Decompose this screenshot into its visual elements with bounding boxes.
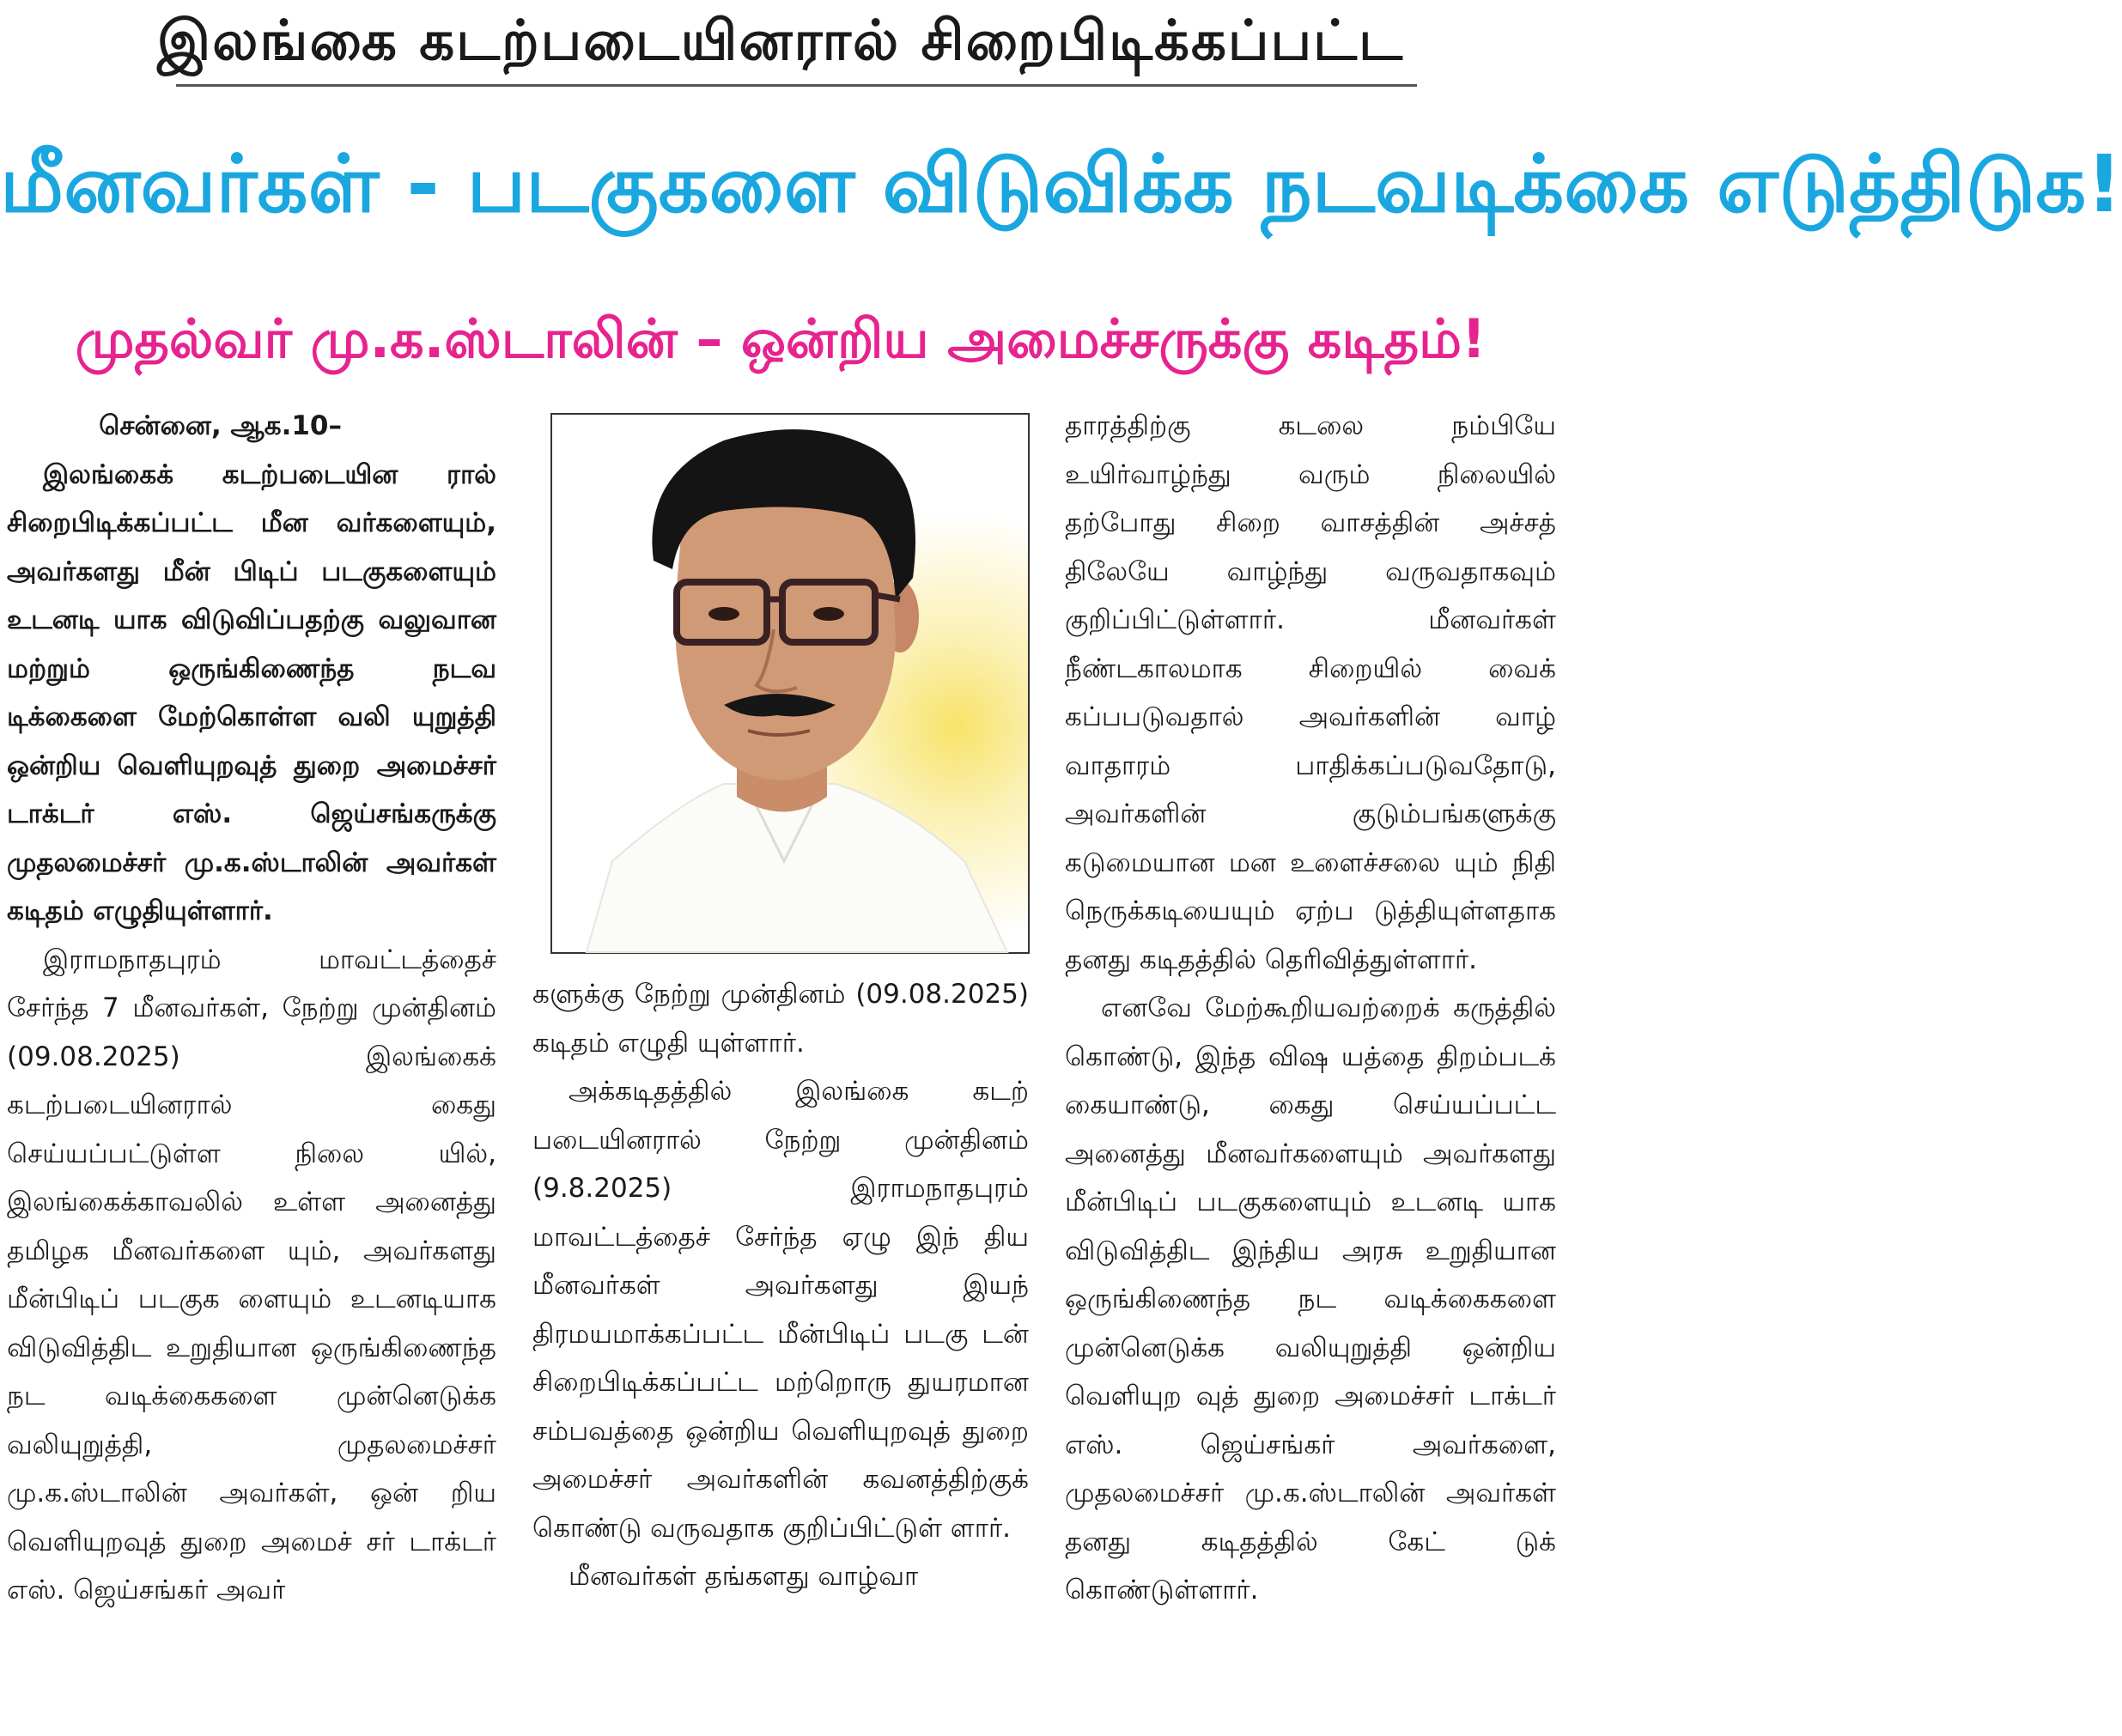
article-column-3: [1065, 402, 1556, 1736]
article-paragraph-3-continued: தாரத்திற்கு கடலை நம்பியே உயிர்வாழ்ந்து வரும் நிலையில் தற்போது சிறை வாசத்தின் அச்சத் திலேயே வாழ்ந்து வருவதாகவும் குறிப்பிட்டுள்ளார். மீனவர்கள் நீண்டகாலமாக சிறையில் வைக் கப்பபடுவதால் அவர்களின் வாழ் வாதாரம் பாதிக்கப்படுவதோடு, அவர்களின் குடும்பங்களுக்கு கடுமையான மன உளைச்சலை யும் நிதி நெருக்கடியையும் ஏற்ப டுத்தியுள்ளதாக தனது கடிதத்தில் தெரிவித்துள்ளார்.: [1065, 410, 1556, 975]
sub-headline: முதல்வர் மு.க.ஸ்டாலின் – ஒன்றிய அமைச்சருக்கு கடிதம்!: [75, 307, 1487, 370]
lead-paragraph: இலங்கைக் கடற்படையின ரால் சிறைபிடிக்கப்பட்ட மீன வர்களையும், அவர்களது மீன் பிடிப் படகுகளையும் உடனடி யாக விடுவிப்பதற்கு வலுவான மற்றும் ஒருங்கிணைந்த நடவ டிக்கைளை மேற்கொள்ள வலி யுறுத்தி ஒன்றிய வெளியுறவுத் துறை அமைச்சர் டாக்டர் எஸ். ஜெய்சங்கருக்கு முதலமைச்சர் மு.க.ஸ்டாலின் அவர்கள் கடிதம் எழுதியுள்ளார்.: [7, 458, 496, 926]
article-column-2: [532, 970, 1029, 1736]
article-paragraph-3: மீனவர்கள் தங்களது வாழ்வா: [569, 1561, 919, 1592]
article-column-1: [7, 402, 496, 1736]
portrait-image: [552, 415, 1028, 952]
article-paragraph-4: எனவே மேற்கூறியவற்றைக் கருத்தில் கொண்டு, இந்த விஷ யத்தை திறம்படக் கையாண்டு, கைது செய்யப்பட்ட அனைத்து மீனவர்களையும் அவர்களது மீன்பிடிப் படகுகளையும் உடனடி யாக விடுவித்திட இந்திய அரசு உறுதியான ஒருங்கிணைந்த நட வடிக்கைகளை முன்னெடுக்க வலியுறுத்தி ஒன்றிய வெளியுற வுத் துறை அமைச்சர் டாக்டர் எஸ். ஜெய்சங்கர் அவர்களை, முதலமைச்சர் மு.க.ஸ்டாலின் அவர்கள் தனது கடிதத்தில் கேட் டுக் கொண்டுள்ளார்.: [1065, 992, 1556, 1605]
news-photo: [550, 413, 1030, 954]
dateline: சென்னை, ஆக.10–: [99, 410, 342, 441]
main-headline: மீனவர்கள் - படகுகளை விடுவிக்க நடவடிக்கை எடுத்திடுக!: [0, 138, 2122, 230]
kicker-headline: இலங்கை கடற்படையினரால் சிறைபிடிக்கப்பட்ட: [157, 9, 1404, 73]
kicker-divider: [176, 84, 1417, 87]
article-paragraph-2: அக்கடிதத்தில் இலங்கை கடற் படையினரால் நேற்று முன்தினம் (9.8.2025) இராமநாதபுரம் மாவட்டத்தைச் சேர்ந்த ஏழு இந் திய மீனவர்கள் அவர்களது இயந் திரமயமாக்கப்பட்ட மீன்பிடிப் படகு டன் சிறைபிடிக்கப்பட்ட மற்றொரு துயரமான சம்பவத்தை ஒன்றிய வெளியுறவுத் துறை அமைச்சர் அவர்களின் கவனத்திற்குக் கொண்டு வருவதாக குறிப்பிட்டுள் ளார்.: [532, 1076, 1029, 1544]
article-paragraph-1-continued: களுக்கு நேற்று முன்தினம் (09.08.2025) கடிதம் எழுதி யுள்ளார்.: [532, 979, 1029, 1059]
article-paragraph-1: இராமநாதபுரம் மாவட்டத்தைச் சேர்ந்த 7 மீனவர்கள், நேற்று முன்தினம் (09.08.2025) இலங்கைக் கடற்படையினரால் கைது செய்யப்பட்டுள்ள நிலை யில், இலங்கைக்காவலில் உள்ள அனைத்து தமிழக மீனவர்களை யும், அவர்களது மீன்பிடிப் படகுக ளையும் உடனடியாக விடுவித்திட உறுதியான ஒருங்கிணைந்த நட வடிக்கைகளை முன்னெடுக்க வலியுறுத்தி, முதலமைச்சர் மு.க.ஸ்டாலின் அவர்கள், ஒன் றிய வெளியுறவுத் துறை அமைச் சர் டாக்டர் எஸ். ஜெய்சங்கர் அவர்: [7, 944, 496, 1605]
